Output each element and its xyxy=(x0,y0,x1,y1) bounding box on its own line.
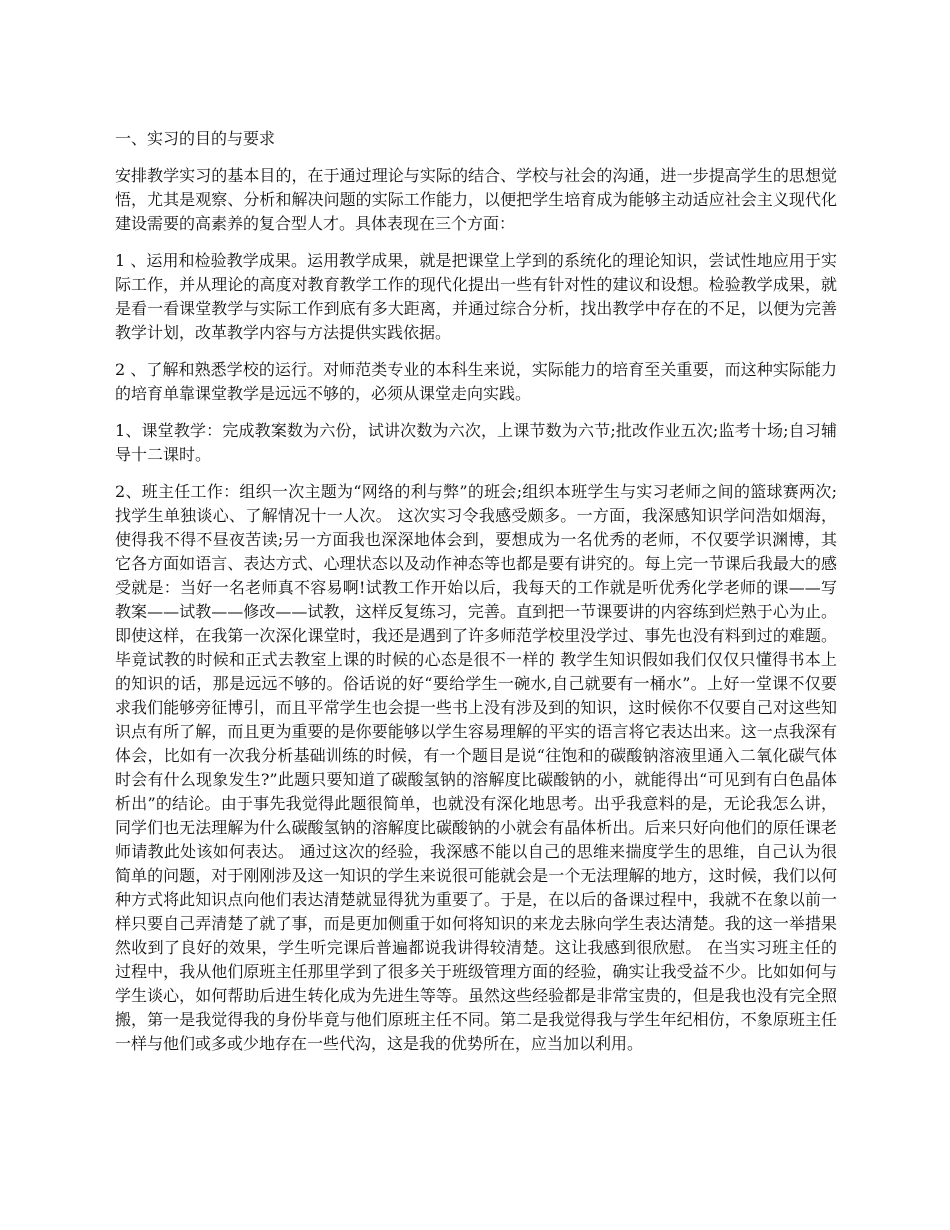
paragraph-teaching-results: 1 、运用和检验教学成果。运用教学成果，就是把课堂上学到的系统化的理论知识，尝试性地应用于实际工作，并从理论的高度对教育教学工作的现代化提出一些有针对性的建议和设想。检验教学成果，就是看一看课堂教学与实际工作到底有多大距离，并通过综合分析，找出教学中存在的不足，以便为完善教学计划，改革教学内容与方法提供实践依据。 xyxy=(115,251,837,342)
document-page xyxy=(115,127,837,1069)
paragraph-head-teacher-work: 2、班主任工作：组织一次主题为“网络的利与弊”的班会;组织本班学生与实习老师之间的篮球赛两次;找学生单独谈心、了解情况十一人次。 这次实习令我感受颇多。一方面，我深感知识学问浩如烟海，使得我不得不昼夜苦读;另一方面我也深深地体会到，要想成为一名优秀的老师，不仅要学识渊博，其它各方面如语言、表达方式、心理状态以及动作神态等也都是要有讲究的。每上完一节课后我最大的感受就是：当好一名老师真不容易啊!试教工作开始以后，我每天的工作就是听优秀化学老师的课——写教案——试教——修改——试教，这样反复练习，完善。直到把一节课要讲的内容练到烂熟于心为止。即使这样，在我第一次深化课堂时，我还是遇到了许多师范学校里没学过、事先也没有料到过的难题。毕竟试教的时候和正式去教室上课的时候的心态是很不一样的 教学生知识假如我们仅仅只懂得书本上的知识的话，那是远远不够的。俗话说的好“要给学生一碗水,自己就要有一桶水”。上好一堂课不仅要求我们能够旁征博引，而且平常学生也会提一些书上没有涉及到的知识，这时候你不仅要自己对这些知识点有所了解，而且更为重要的是你要能够以学生容易理解的平实的语言将它表达出来。这一点我深有体会，比如有一次我分析基础训练的时候，有一个题目是说“往饱和的碳酸钠溶液里通入二氧化碳气体时会有什么现象发生?”此题只要知道了碳酸氢钠的溶解度比碳酸钠的小，就能得出“可见到有白色晶体析出”的结论。由于事先我觉得此题很简单，也就没有深化地思考。出乎我意料的是，无论我怎么讲，同学们也无法理解为什么碳酸氢钠的溶解度比碳酸钠的小就会有晶体析出。后来只好向他们的原任课老师请教此处该如何表达。 通过这次的经验，我深感不能以自己的思维来揣度学生的思维，自己认为很简单的问题，对于刚刚涉及这一知识的学生来说很可能就会是一个无法理解的地方，这时候，我们以何种方式将此知识点向他们表达清楚就显得犹为重要了。于是，在以后的备课过程中，我就不在象以前一样只要自己弄清楚了就了事，而是更加侧重于如何将知识的来龙去脉向学生表达清楚。我的这一举措果然收到了良好的效果，学生听完课后普遍都说我讲得较清楚。这让我感到很欣慰。 在当实习班主任的过程中，我从他们原班主任那里学到了很多关于班级管理方面的经验，确实让我受益不少。比如如何与学生谈心，如何帮助后进生转化成为先进生等等。虽然这些经验都是非常宝贵的，但是我也没有完全照搬，第一是我觉得我的身份毕竟与他们原班主任不同。第二是我觉得我与学生年纪相仿，不象原班主任一样与他们或多或少地存在一些代沟，这是我的优势所在，应当加以利用。 xyxy=(115,482,837,1053)
paragraph-purpose: 安排教学实习的基本目的，在于通过理论与实际的结合、学校与社会的沟通，进一步提高学生的思想觉悟，尤其是观察、分析和解决问题的实际工作能力，以便把学生培育成为能够主动适应社会主义现代化建设需要的高素养的复合型人才。具体表现在三个方面： xyxy=(115,166,837,233)
paragraph-school-operation: 2 、了解和熟悉学校的运行。对师范类专业的本科生来说，实际能力的培育至关重要，而这种实际能力的培育单靠课堂教学是远远不够的，必须从课堂走向实践。 xyxy=(115,360,837,403)
paragraph-classroom-teaching: 1、课堂教学：完成教案数为六份，试讲次数为六次，上课节数为六节;批改作业五次;监考十场;自习辅导十二课时。 xyxy=(115,421,837,464)
section-heading: 一、实习的目的与要求 xyxy=(115,129,276,148)
